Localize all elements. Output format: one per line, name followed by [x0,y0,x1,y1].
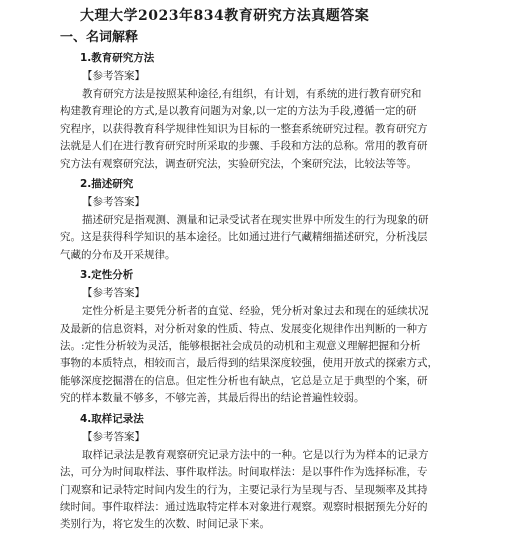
paragraph-line: 究程序，以获得教育科学规律性知识为目标的一整套系统研究过程。教育研究方 [60,122,428,135]
paragraph-line: 究方法有观察研究法，调查研究法，实验研究法，个案研究法，比较法等等。 [60,157,417,170]
term-heading: 3.定性分析 [80,269,134,282]
paragraph-line: 气藏的分布及开采规律。 [60,248,176,261]
term-block [60,411,502,534]
term-block [60,50,502,173]
term-heading: 1.教育研究方法 [80,52,155,64]
paragraph-line: 及最新的信息资料，对分析对象的性质、特点、发展变化规律作出判断的一种方 [60,322,428,335]
section-heading: 一、名词解释 [60,30,139,45]
paragraph-line: 类别行为，将它发生的次数、时间记录下来。 [60,518,270,531]
paragraph-line: 续时间。事件取样法：通过选取特定样本对象进行观察。观察时根据预先分好的 [60,500,428,513]
paragraph-line: 法。:定性分析较为灵活，能够根据社会成员的动机和主观意义理解把握和分析 [60,340,421,353]
term-heading: 4.取样记录法 [80,412,144,425]
paragraph-line: 究的样本数量不够多，不够完善，其最后得出的结论普遍性较弱。 [60,392,365,405]
document-title: 大理大学2023年834教育研究方法真题答案 [80,8,370,24]
paragraph-line: 能够深度挖掘潜在的信息。但定性分析也有缺点，它总是立足于典型的个案，研 [60,374,428,387]
paragraph-line: 教育研究方法是按照某种途径,有组织，有计划，有系统的进行教育研究和 [82,88,422,100]
answer-label: 【参考答案】 [82,70,145,82]
answer-paragraph [60,86,502,173]
paragraph-line: 门观察和记录特定时间内发生的行为，主要记录行为呈现与否、呈现频率及其持 [60,483,428,496]
answer-paragraph [60,447,502,534]
answer-label: 【参考答案】 [82,196,145,209]
paragraph-line: 事物的本质特点，相较而言，最后得到的结果深度较强，使用开放式的探索方式， [60,357,438,370]
term-heading: 2.描述研究 [80,178,134,191]
term-block [60,267,502,407]
paragraph-line: 法就是人们在进行教育研究时所采取的步骤、手段和方法的总称。常用的教育研 [60,140,428,153]
answer-label: 【参考答案】 [82,287,145,300]
paragraph-line: 究。这是获得科学知识的基本途径。比如通过进行气藏精细描述研究，分析浅层 [60,231,428,244]
paragraph-line: 描述研究是指观测、测量和记录受试者在现实世界中所发生的行为现象的研 [82,214,429,227]
answer-paragraph [60,303,502,407]
term-block [60,176,502,264]
answer-label: 【参考答案】 [82,430,145,443]
paragraph-line: 法，可分为时间取样法、事件取样法。时间取样法：是以事件作为选择标准，专 [60,466,428,479]
paragraph-line: 取样记录法是教育观察研究记录方法中的一种。它是以行为为样本的记录方 [82,448,429,461]
paragraph-line: 构建教育理论的方式,是以教育问题为对象,以一定的方法为手段,遵循一定的研 [60,105,417,118]
answer-paragraph [60,212,502,264]
paragraph-line: 定性分析是主要凭分析者的直觉、经验，凭分析对象过去和现在的延续状况 [82,305,429,318]
